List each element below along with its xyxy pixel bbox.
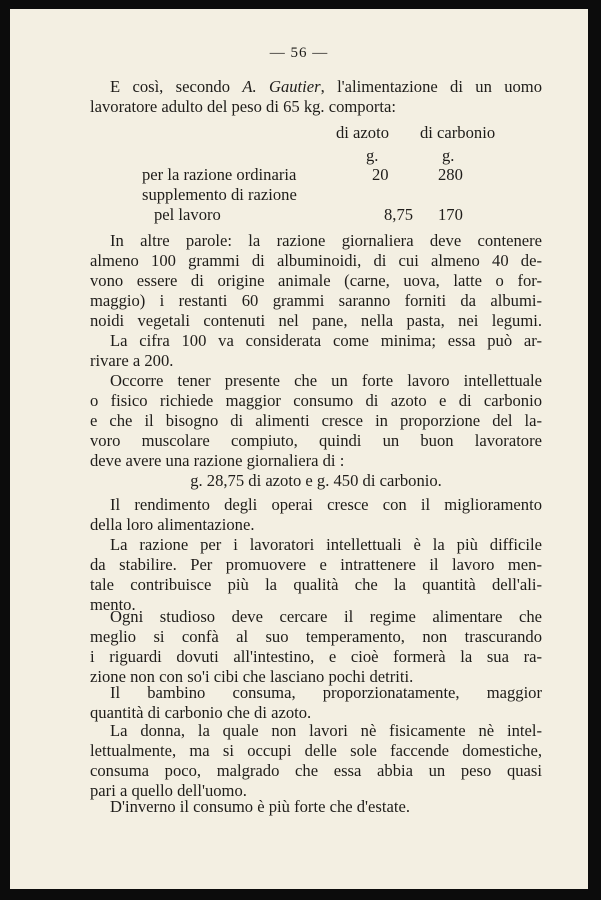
paragraph-9: D'inverno il consumo è più forte che d'estate. <box>110 797 410 816</box>
header-carbonio: di carbonio <box>420 123 496 142</box>
paragraph-8: La donna, la quale non lavori nè fisicamente nè intel- lettualmente, ma si occupi delle sole faccende domestiche, consuma poco, malgrado che essa abbia un peso quasi pari a quello dell'uomo. <box>90 721 542 800</box>
paragraph-1: In altre parole: la razione giornaliera deve contenere almeno 100 grammi di albuminoidi, di cui almeno 40 de- vono essere di origine animale (carne, uova, latte o for- maggio) i restanti 60 grammi saranno forniti da albumi- noidi vegetali contenuti nel pane, nella pasta, nei legumi. <box>90 231 542 330</box>
row2-label-b: pel lavoro <box>154 205 221 224</box>
paragraph-5: La razione per i lavoratori intellettuali è la più difficile da stabilire. Per promuovere e intrattenere il lavoro men- tale contribuisce più la qualità che la quantità dell'ali- mento. <box>90 535 542 614</box>
row2-carbonio: 170 <box>438 205 463 224</box>
paragraph-3: Occorre tener presente che un forte lavoro intellettuale o fisico richiede maggior consumo di azoto e di carbonio e che il bisogno di alimenti cresce in proporzione del la- voro muscolare compiuto, quindi un buon lavoratore deve avere una razione giornaliera di : <box>90 371 542 470</box>
row2-azoto: 8,75 <box>384 205 414 224</box>
paragraph-7: Il bambino consuma, proporzionatamente, maggior quantità di carbonio che di azoto. <box>90 683 542 722</box>
header-azoto: di azoto <box>336 123 389 142</box>
row1-label: per la razione ordinaria <box>142 165 297 184</box>
author-name: A. Gautier <box>242 77 321 96</box>
paragraph-2: La cifra 100 va considerata come minima; essa può ar- rivare a 200. <box>90 331 542 370</box>
unit-carbonio: g. <box>442 146 455 165</box>
unit-azoto: g. <box>366 146 379 165</box>
formula-line: g. 28,75 di azoto e g. 450 di carbonio. <box>190 471 442 490</box>
row2-label-a: supplemento di razione <box>142 185 297 204</box>
book-page <box>10 9 588 889</box>
intro-paragraph: E così, secondo A. Gautier, l'alimentazione di un uomo lavoratore adulto del peso di 65 kg. comporta: <box>90 77 542 116</box>
paragraph-4: Il rendimento degli operai cresce con il miglioramento della loro alimentazione. <box>90 495 542 534</box>
page-number: — 56 — <box>269 45 329 61</box>
row1-azoto: 20 <box>372 165 389 184</box>
row1-carbonio: 280 <box>438 165 463 184</box>
paragraph-6: Ogni studioso deve cercare il regime alimentare che meglio si confà al suo temperamento, non trascurando i riguardi dovuti all'intestino, e cioè formerà la sua ra- zione non con so'i cibi che lasciano pochi detriti. <box>90 607 542 686</box>
